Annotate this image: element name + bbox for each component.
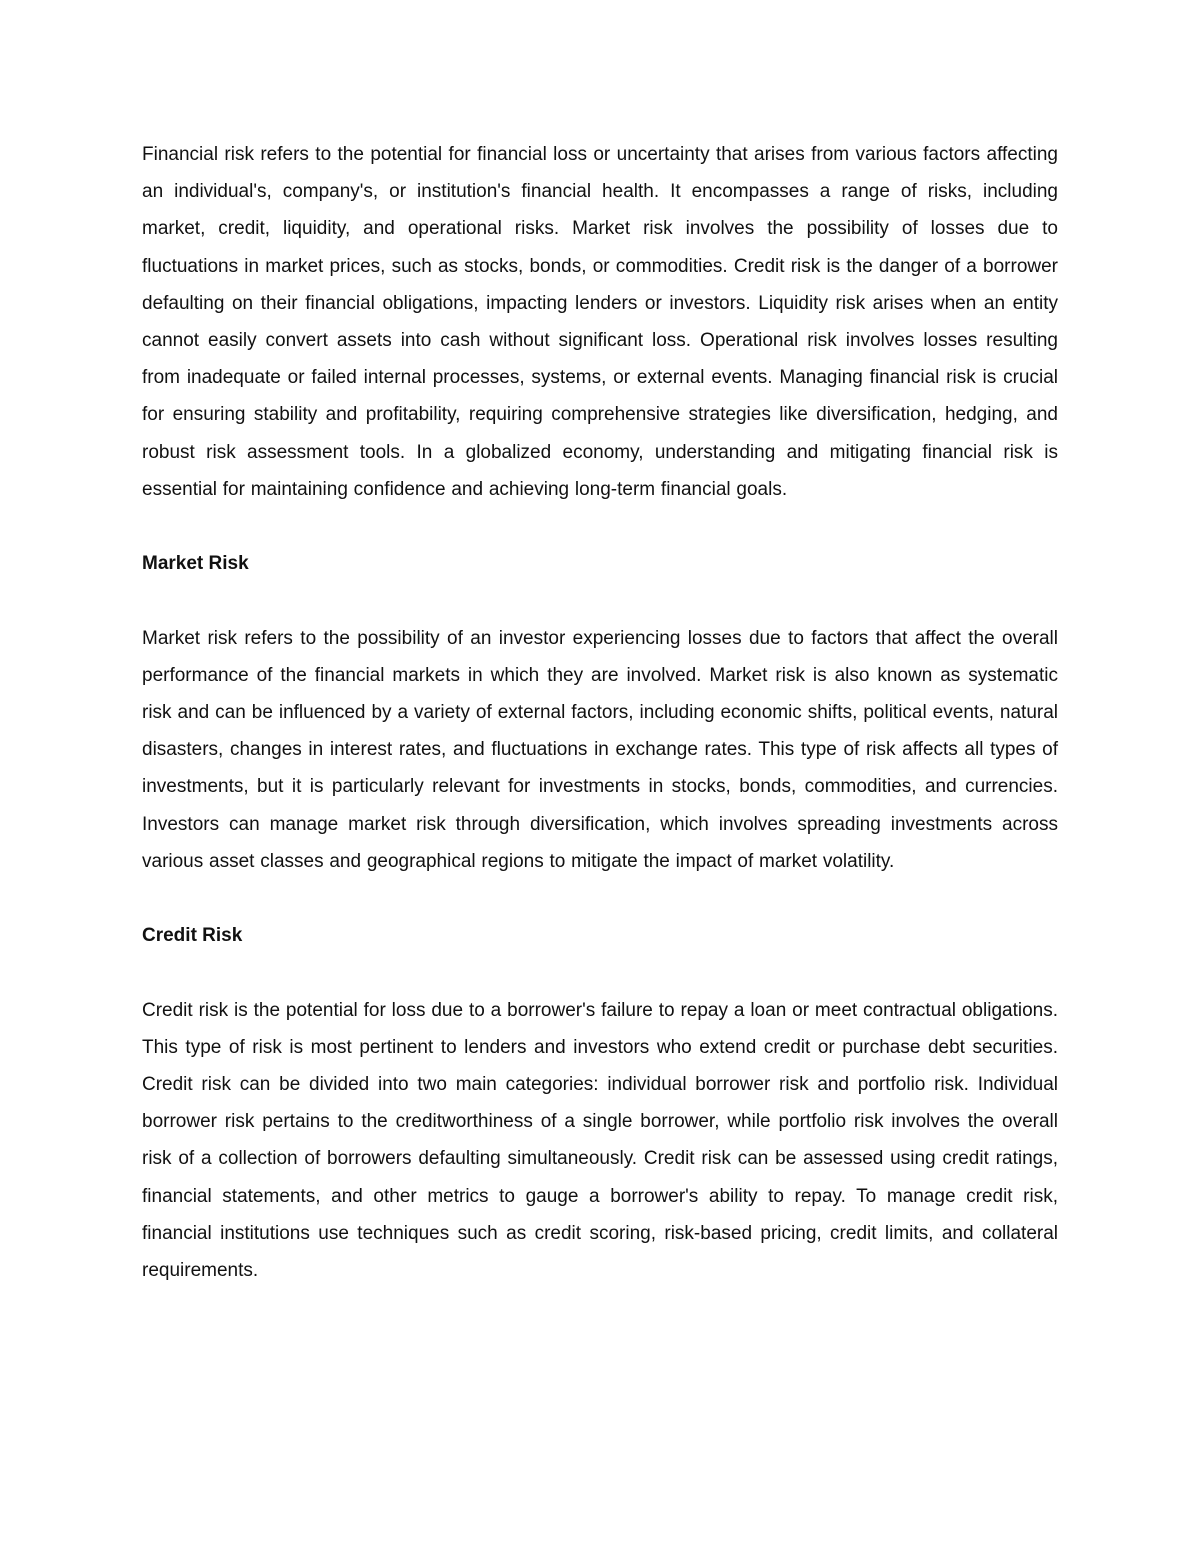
document-page [142,136,1058,1289]
section-heading-credit-risk: Credit Risk [142,925,243,947]
intro-paragraph: Financial risk refers to the potential for financial loss or uncertainty that arises from various factors affecting an individual's, company's, or institution's financial health. It encompasses a range of risks, including market, credit, liquidity, and operational risks. Market risk involves the possibility of losses due to fluctuations in market prices, such as stocks, bonds, or commodities. Credit risk is the danger of a borrower defaulting on their financial obligations, impacting lenders or investors. Liquidity risk arises when an entity cannot easily convert assets into cash without significant loss. Operational risk involves losses resulting from inadequate or failed internal processes, systems, or external events. Managing financial risk is crucial for ensuring stability and profitability, requiring comprehensive strategies like diversification, hedging, and robust risk assessment tools. In a globalized economy, understanding and mitigating financial risk is essential for maintaining confidence and achieving long-term financial goals. [142,144,1058,500]
section-heading-market-risk: Market Risk [142,553,249,575]
credit-risk-paragraph: Credit risk is the potential for loss due to a borrower's failure to repay a loan or meet contractual obligations. This type of risk is most pertinent to lenders and investors who extend credit or purchase debt securities. Credit risk can be divided into two main categories: individual borrower risk and portfolio risk. Individual borrower risk pertains to the creditworthiness of a single borrower, while portfolio risk involves the overall risk of a collection of borrowers defaulting simultaneously. Credit risk can be assessed using credit ratings, financial statements, and other metrics to gauge a borrower's ability to repay. To manage credit risk, financial institutions use techniques such as credit scoring, risk-based pricing, credit limits, and collateral requirements. [142,999,1058,1282]
market-risk-paragraph: Market risk refers to the possibility of an investor experiencing losses due to factors that affect the overall performance of the financial markets in which they are involved. Market risk is also known as systematic risk and can be influenced by a variety of external factors, including economic shifts, political events, natural disasters, changes in interest rates, and fluctuations in exchange rates. This type of risk affects all types of investments, but it is particularly relevant for investments in stocks, bonds, commodities, and currencies. Investors can manage market risk through diversification, which involves spreading investments across various asset classes and geographical regions to mitigate the impact of market volatility. [142,627,1058,872]
